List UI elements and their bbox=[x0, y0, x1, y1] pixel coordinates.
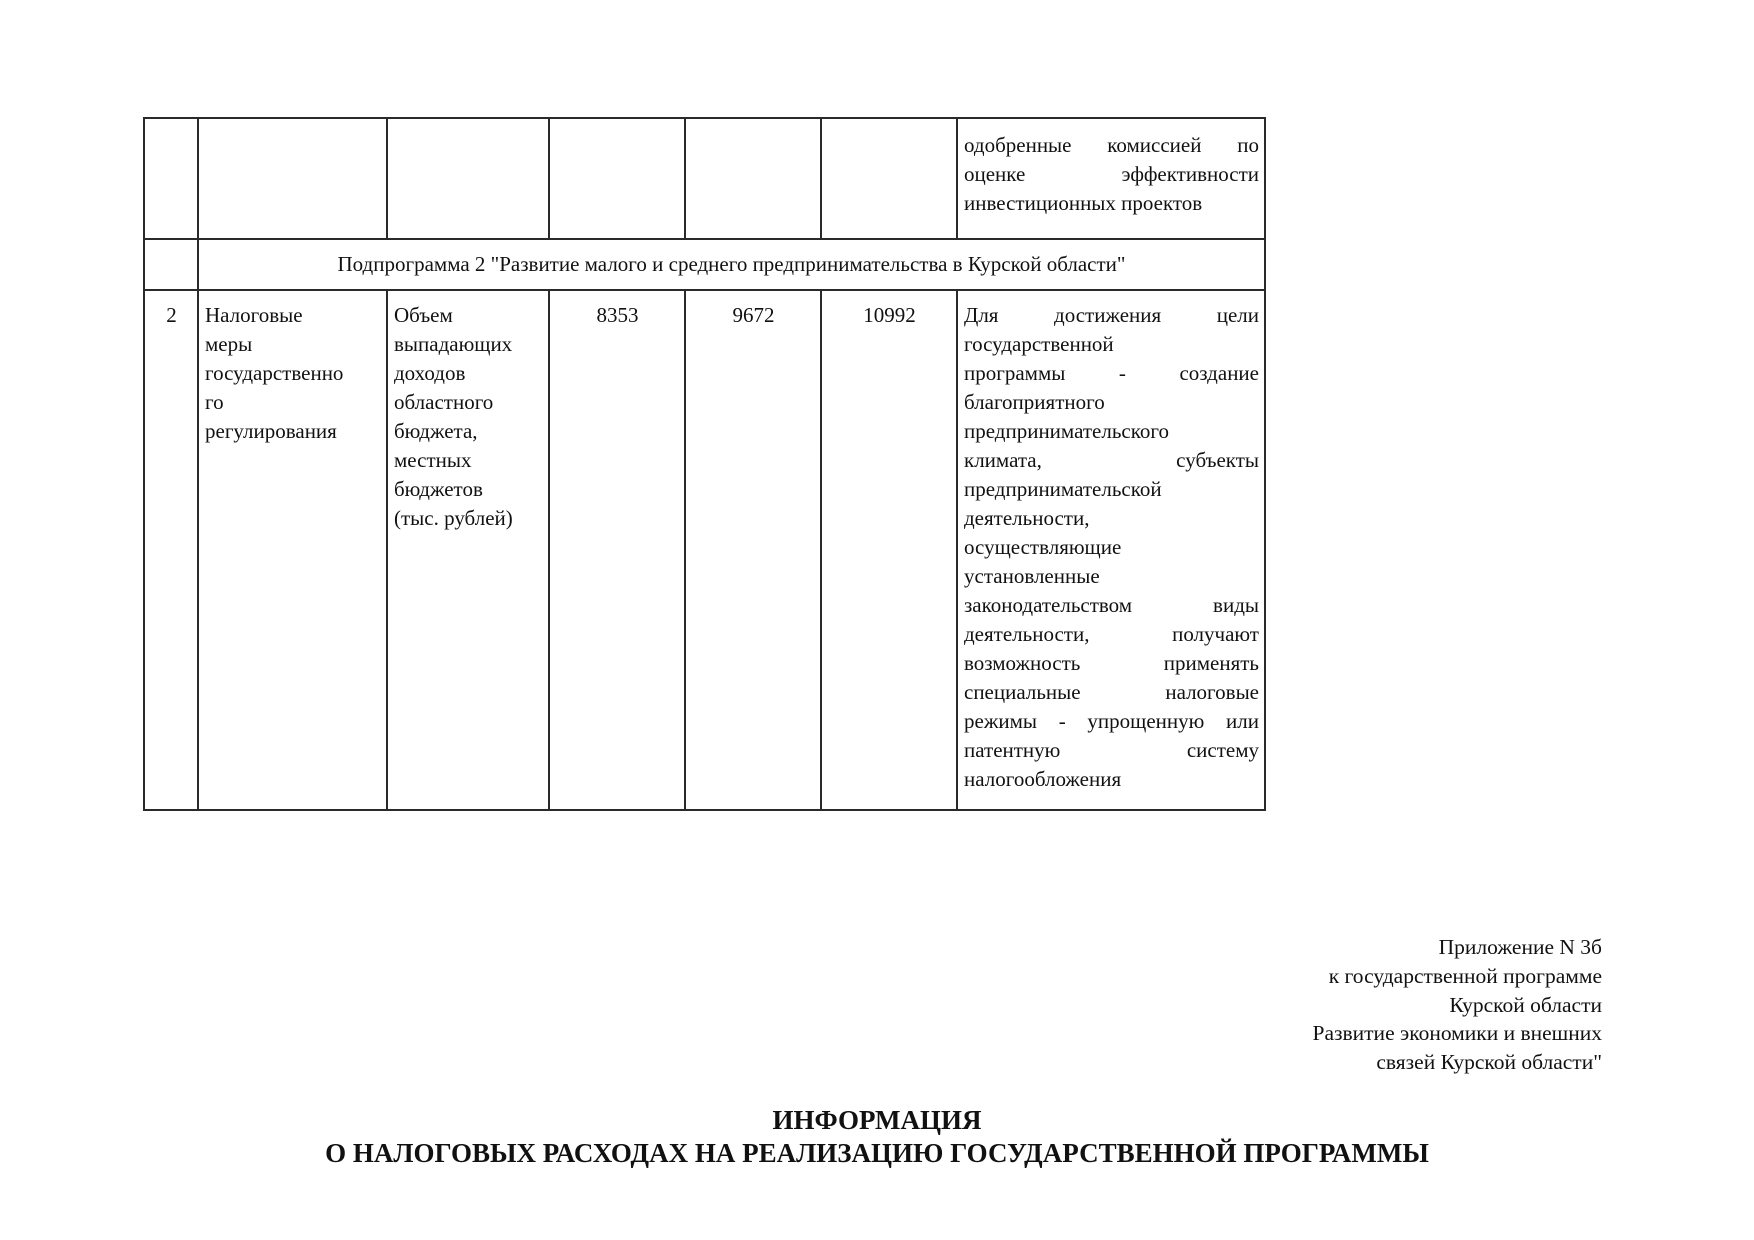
appendix-line: связей Курской области" bbox=[1376, 1050, 1602, 1075]
tax-measures-table bbox=[143, 117, 1266, 811]
cell-number: 2 bbox=[144, 290, 198, 810]
description-line: предпринимательского bbox=[964, 419, 1169, 443]
description-line: благоприятного bbox=[964, 390, 1105, 414]
subprogram-title: Подпрограмма 2 "Развитие малого и среднего предпринимательства в Курской области" bbox=[198, 239, 1265, 290]
cell-measure-name bbox=[198, 118, 387, 239]
description-line: одобренные комиссией по bbox=[964, 133, 1259, 157]
description-line: программы - создание bbox=[964, 361, 1259, 385]
description-line: специальные налоговые bbox=[964, 680, 1259, 704]
cell-measure-name bbox=[198, 290, 387, 810]
description-line: возможность применять bbox=[964, 651, 1259, 675]
cell-description bbox=[957, 290, 1265, 810]
indicator-line: местных bbox=[394, 448, 472, 472]
description-line: государственной bbox=[964, 332, 1114, 356]
table-row bbox=[144, 290, 1265, 810]
indicator-line: областного bbox=[394, 390, 494, 414]
appendix-line: Развитие экономики и внешних bbox=[1312, 1021, 1602, 1046]
title-line-2: О НАЛОГОВЫХ РАСХОДАХ НА РЕАЛИЗАЦИЮ ГОСУДАРСТВЕННОЙ ПРОГРАММЫ bbox=[325, 1138, 1429, 1168]
cell-value-1: 8353 bbox=[549, 290, 685, 810]
title-line-1: ИНФОРМАЦИЯ bbox=[772, 1105, 982, 1135]
cell-number bbox=[144, 118, 198, 239]
indicator-line: выпадающих bbox=[394, 332, 513, 356]
description-line: Для достижения цели bbox=[964, 303, 1259, 327]
document-title bbox=[0, 1104, 1754, 1170]
appendix-header bbox=[1313, 933, 1602, 1077]
measure-name-line: меры bbox=[205, 332, 253, 356]
indicator-line: бюджетов bbox=[394, 477, 483, 501]
cell-number bbox=[144, 239, 198, 290]
description-line: режимы - упрощенную или bbox=[964, 709, 1259, 733]
table-row-subprogram bbox=[144, 239, 1265, 290]
appendix-line: к государственной программе bbox=[1328, 963, 1602, 988]
cell-description bbox=[957, 118, 1265, 239]
description-line: оценке эффективности bbox=[964, 162, 1259, 186]
appendix-line: Приложение N 3б bbox=[1438, 935, 1602, 959]
appendix-line: Курской области bbox=[1449, 992, 1602, 1017]
measure-name-line: го bbox=[205, 390, 224, 414]
description-line: патентную систему bbox=[964, 738, 1259, 762]
description-line: деятельности, bbox=[964, 506, 1090, 530]
measure-name-line: Налоговые bbox=[205, 303, 303, 327]
indicator-line: Объем bbox=[394, 303, 453, 327]
description-line: налогообложения bbox=[964, 767, 1122, 791]
indicator-line: бюджета, bbox=[394, 419, 478, 443]
description-line: деятельности, получают bbox=[964, 622, 1259, 646]
table-row-continued bbox=[144, 118, 1265, 239]
cell-indicator bbox=[387, 290, 549, 810]
measure-name-line: регулирования bbox=[205, 419, 337, 443]
cell-value-2 bbox=[685, 118, 821, 239]
description-line: предпринимательской bbox=[964, 477, 1162, 501]
indicator-line: доходов bbox=[394, 361, 466, 385]
cell-value-2: 9672 bbox=[685, 290, 821, 810]
indicator-line: (тыс. рублей) bbox=[394, 506, 513, 530]
description-line: законодательством виды bbox=[964, 593, 1259, 617]
description-line: осуществляющие bbox=[964, 535, 1122, 559]
cell-value-3: 10992 bbox=[821, 290, 957, 810]
cell-value-1 bbox=[549, 118, 685, 239]
description-line: инвестиционных проектов bbox=[964, 191, 1203, 215]
cell-value-3 bbox=[821, 118, 957, 239]
cell-indicator bbox=[387, 118, 549, 239]
description-line: установленные bbox=[964, 564, 1100, 588]
measure-name-line: государственно bbox=[205, 361, 344, 385]
description-line: климата, субъекты bbox=[964, 448, 1259, 472]
